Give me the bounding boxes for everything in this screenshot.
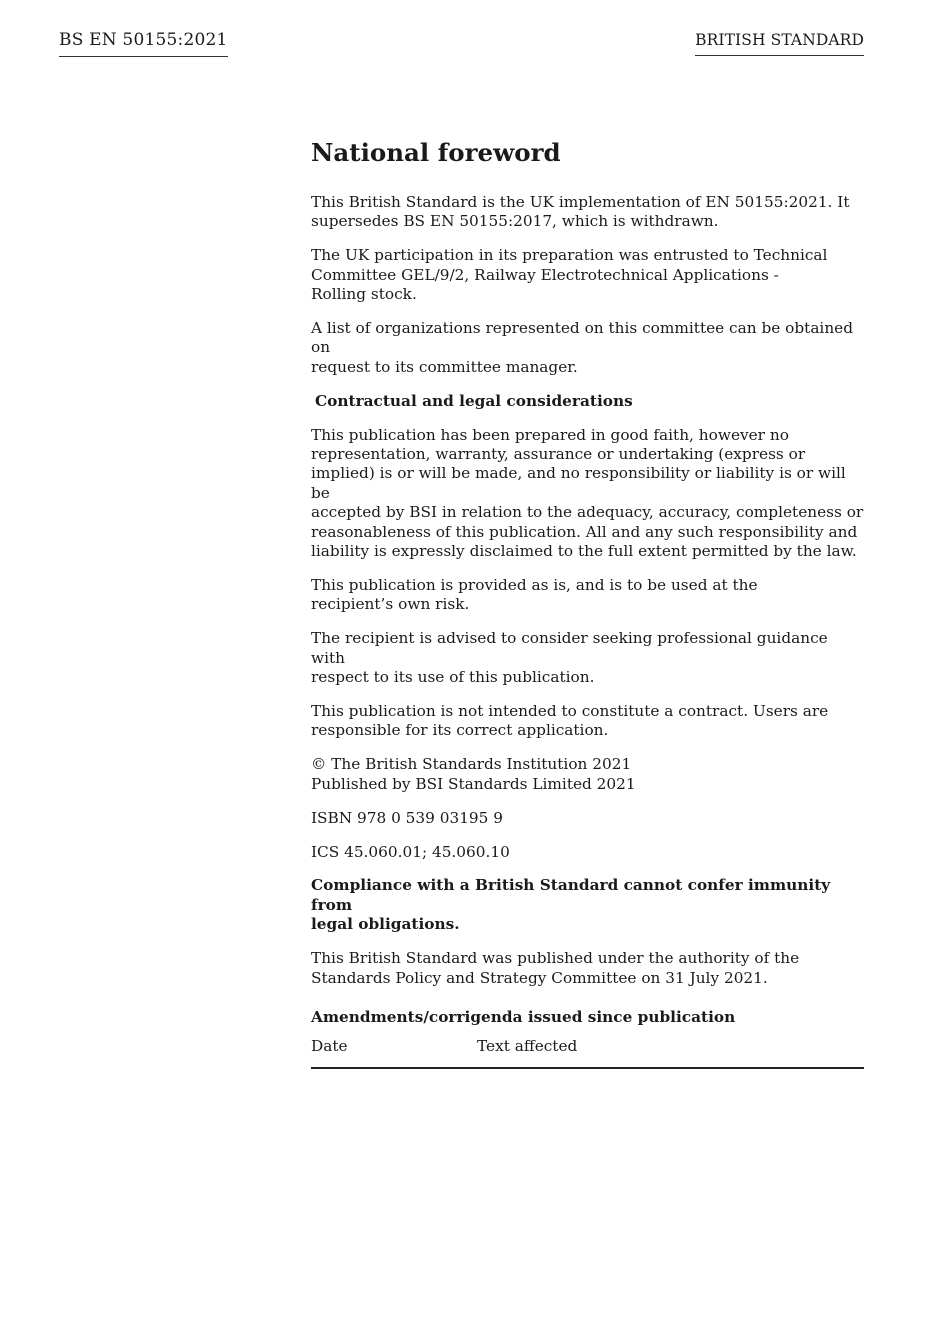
text-line: This publication has been prepared in good faith, however no <box>311 425 789 444</box>
document-id: BS EN 50155:2021 <box>59 30 228 57</box>
amendments-title: Amendments/corrigenda issued since publication <box>311 1008 736 1026</box>
participation-paragraph <box>311 246 864 304</box>
amendments-table-header <box>311 1037 864 1068</box>
guidance-paragraph <box>311 629 864 687</box>
contractual-subheading: Contractual and legal considerations <box>315 391 633 410</box>
text-line: legal obligations. <box>311 915 460 934</box>
text-affected-column-header: Text affected <box>477 1037 578 1056</box>
text-line: supersedes BS EN 50155:2017, which is withdrawn. <box>311 212 719 231</box>
text-line: Rolling stock. <box>311 285 417 304</box>
date-column-header: Date <box>311 1037 348 1056</box>
own-risk-paragraph <box>311 576 864 615</box>
compliance-statement <box>311 876 864 934</box>
isbn: ISBN 978 0 539 03195 9 <box>311 808 503 827</box>
text-line: accepted by BSI in relation to the adequacy, accuracy, completeness or <box>311 503 864 522</box>
text-line: This British Standard is the UK implementation of EN 50155:2021. It <box>311 193 850 211</box>
organizations-paragraph <box>311 319 864 377</box>
text-line: liability is expressly disclaimed to the full extent permitted by the law. <box>311 542 857 561</box>
foreword-content <box>311 137 864 1069</box>
text-line: Committee GEL/9/2, Railway Electrotechnical Applications - <box>311 265 779 284</box>
text-line: Published by BSI Standards Limited 2021 <box>311 774 636 793</box>
text-line: implied) is or will be made, and no responsibility or liability is or will be <box>311 464 846 502</box>
text-line: This publication is provided as is, and is to be used at the <box>311 576 758 594</box>
text-line: request to its committee manager. <box>311 357 578 376</box>
text-line: © The British Standards Institution 2021 <box>311 755 632 774</box>
text-line: Compliance with a British Standard cannot confer immunity from <box>311 876 831 914</box>
text-line: Standards Policy and Strategy Committee on 31 July 2021. <box>311 968 768 987</box>
text-line: This publication is not intended to constitute a contract. Users are <box>311 702 829 721</box>
text-line: The recipient is advised to consider seeking professional guidance with <box>311 629 828 667</box>
contract-paragraph <box>311 702 864 741</box>
copyright-paragraph <box>311 755 864 794</box>
text-line: reasonableness of this publication. All and any such responsibility and <box>311 522 858 541</box>
text-line: respect to its use of this publication. <box>311 668 595 687</box>
good-faith-paragraph <box>311 426 864 562</box>
text-line: recipient’s own risk. <box>311 595 470 614</box>
text-line: responsible for its correct application. <box>311 721 609 740</box>
series-label: BRITISH STANDARD <box>695 31 864 56</box>
authority-paragraph <box>311 949 864 988</box>
ics: ICS 45.060.01; 45.060.10 <box>311 842 510 861</box>
text-line: representation, warranty, assurance or undertaking (express or <box>311 445 806 464</box>
implementation-paragraph <box>311 193 864 232</box>
text-line: A list of organizations represented on this committee can be obtained on <box>311 319 854 357</box>
page-title: National foreword <box>311 138 561 167</box>
text-line: The UK participation in its preparation was entrusted to Technical <box>311 246 828 265</box>
text-line: This British Standard was published under the authority of the <box>311 949 800 968</box>
